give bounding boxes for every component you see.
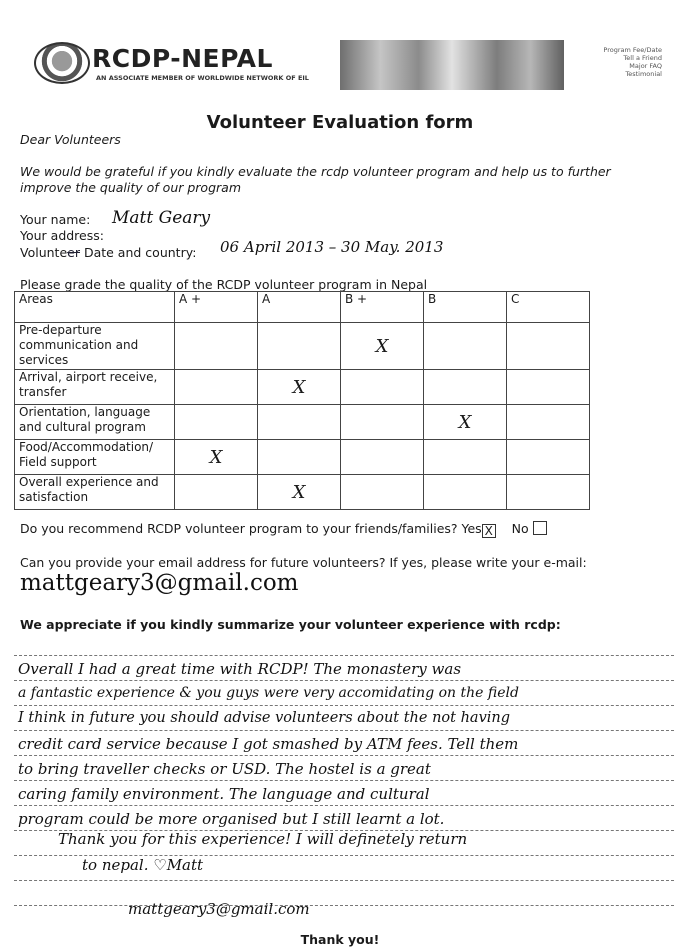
summary-rule	[14, 805, 674, 806]
summary-text-line: caring family environment. The language and cultural	[18, 785, 430, 803]
row-area-label: Arrival, airport receive, transfer	[15, 370, 175, 405]
date-value[interactable]: 06 April 2013 – 30 May. 2013	[220, 238, 444, 256]
summary-rule	[14, 755, 674, 756]
grade-cell[interactable]	[507, 475, 590, 510]
grade-cell[interactable]	[175, 475, 258, 510]
summary-text-line: Thank you for this experience! I will definetely return	[58, 830, 468, 848]
form-title: Volunteer Evaluation form	[206, 112, 474, 133]
grade-cell[interactable]	[258, 440, 341, 475]
header-links	[572, 46, 662, 78]
recommend-row	[20, 521, 547, 538]
intro-line-1: We would be grateful if you kindly evaluate the rcdp volunteer program and help us to further	[20, 164, 611, 179]
grade-cell[interactable]	[507, 440, 590, 475]
grade-cell[interactable]	[175, 405, 258, 440]
row-area-label: Pre-departure communication and services	[15, 323, 175, 370]
grade-cell[interactable]	[258, 323, 341, 370]
grade-cell[interactable]: X	[424, 405, 507, 440]
grade-cell[interactable]	[175, 370, 258, 405]
grade-cell[interactable]	[507, 405, 590, 440]
summary-text-line: to bring traveller checks or USD. The hostel is a great	[18, 760, 431, 778]
no-checkbox[interactable]	[533, 521, 547, 535]
col-header-c: C	[507, 292, 590, 323]
table-row	[15, 475, 590, 510]
rcdp-logo-icon	[34, 42, 90, 84]
row-area-label: Food/Accommodation/ Field support	[15, 440, 175, 475]
grade-cell[interactable]	[341, 405, 424, 440]
summary-text-line: program could be more organised but I still learnt a lot.	[18, 810, 445, 828]
summary-rule	[14, 780, 674, 781]
yes-checkbox[interactable]: X	[482, 524, 496, 538]
grade-cell[interactable]	[424, 440, 507, 475]
grade-cell[interactable]: X	[258, 370, 341, 405]
grade-cell[interactable]	[341, 440, 424, 475]
summary-email-line: mattgeary3@gmail.com	[128, 900, 310, 918]
row-area-label: Overall experience and satisfaction	[15, 475, 175, 510]
grade-cell[interactable]: X	[258, 475, 341, 510]
summary-rule	[14, 730, 674, 731]
grade-cell[interactable]	[424, 370, 507, 405]
org-name: RCDP-NEPAL	[92, 44, 273, 73]
header-photo-strip	[340, 40, 564, 90]
thank-you: Thank you!	[300, 932, 380, 947]
name-value[interactable]: Matt Geary	[112, 208, 211, 228]
col-header-a: A	[258, 292, 341, 323]
col-header-a-plus: A +	[175, 292, 258, 323]
header-link[interactable]: Testimonial	[625, 70, 662, 78]
salutation: Dear Volunteers	[20, 132, 121, 147]
table-row	[15, 323, 590, 370]
grade-cell[interactable]	[507, 323, 590, 370]
grading-intro: Please grade the quality of the RCDP volunteer program in Nepal	[20, 277, 428, 292]
col-header-areas: Areas	[15, 292, 175, 323]
email-question: Can you provide your email address for future volunteers? If yes, please write your e-mail:	[20, 555, 587, 570]
table-row	[15, 440, 590, 475]
grade-cell[interactable]	[424, 475, 507, 510]
grade-cell[interactable]	[507, 370, 590, 405]
grade-cell[interactable]	[341, 475, 424, 510]
name-label: Your name:	[20, 212, 91, 227]
summary-rule	[14, 655, 674, 656]
header-link[interactable]: Major FAQ	[629, 62, 662, 70]
header-link[interactable]: Tell a Friend	[623, 54, 662, 62]
recommend-question: Do you recommend RCDP volunteer program to your friends/families? Yes	[20, 521, 482, 536]
grade-cell[interactable]	[175, 323, 258, 370]
summary-text-line: a fantastic experience & you guys were very accomidating on the field	[18, 685, 519, 701]
summary-rule	[14, 905, 674, 906]
summary-rule	[14, 880, 674, 881]
summary-text-line: Overall I had a great time with RCDP! The monastery was	[18, 660, 462, 678]
table-row	[15, 370, 590, 405]
no-label: No	[511, 521, 529, 536]
grade-cell[interactable]: X	[341, 323, 424, 370]
date-label: Volunteer Date and country:	[20, 245, 197, 260]
summary-text-line: to nepal. ♡Matt	[82, 856, 204, 874]
grading-table	[14, 291, 590, 510]
grade-cell[interactable]	[258, 405, 341, 440]
summary-rule	[14, 680, 674, 681]
org-subtitle: AN ASSOCIATE MEMBER OF WORLDWIDE NETWORK OF EIL	[96, 74, 309, 82]
summary-rule	[14, 705, 674, 706]
email-value[interactable]: mattgeary3@gmail.com	[20, 570, 299, 596]
summary-text-line: I think in future you should advise volunteers about the not having	[18, 710, 511, 726]
address-label: Your address:	[20, 228, 104, 243]
grading-header-row	[15, 292, 590, 323]
summary-prompt: We appreciate if you kindly summarize your volunteer experience with rcdp:	[20, 617, 561, 632]
grade-cell[interactable]: X	[175, 440, 258, 475]
header-link[interactable]: Program Fee/Date	[603, 46, 662, 54]
col-header-b: B	[424, 292, 507, 323]
grade-cell[interactable]	[424, 323, 507, 370]
table-row	[15, 405, 590, 440]
row-area-label: Orientation, language and cultural program	[15, 405, 175, 440]
intro-line-2: improve the quality of our program	[20, 180, 241, 195]
grade-cell[interactable]	[341, 370, 424, 405]
summary-text-line: credit card service because I got smashed by ATM fees. Tell them	[18, 735, 519, 753]
col-header-b-plus: B +	[341, 292, 424, 323]
